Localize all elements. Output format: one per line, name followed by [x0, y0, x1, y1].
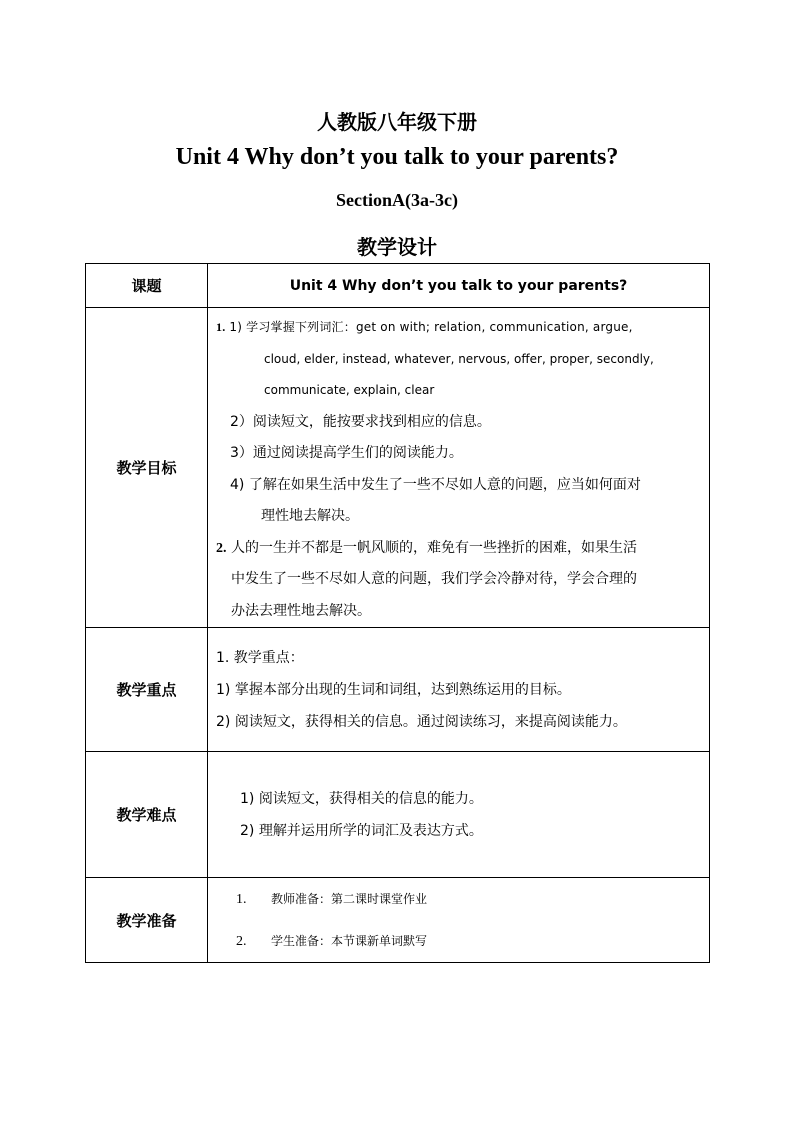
- table-row-topic: [86, 264, 710, 308]
- key-point-1: 1) 掌握本部分出现的生词和词组，达到熟练运用的目标。: [216, 681, 571, 698]
- preparation-item-2-number: 2.: [236, 934, 247, 949]
- objective-1-line-1: [216, 312, 703, 344]
- row-label-key-points: 教学重点: [86, 628, 208, 752]
- vocab-line-1: 1) 学习掌握下列词汇：get on with; relation, communication, argue,: [229, 320, 633, 334]
- objective-2-text-2: 中发生了一些不尽如人意的问题，我们学会冷静对待，学会合理的: [231, 571, 637, 587]
- key-point-2: 2) 阅读短文，获得相关的信息。通过阅读练习，来提高阅读能力。: [216, 713, 627, 730]
- difficulties-content: [208, 752, 710, 878]
- row-label-objectives: 教学目标: [86, 308, 208, 628]
- row-label-difficulties: 教学难点: [86, 752, 208, 878]
- table-row-preparation: [86, 878, 710, 963]
- objective-2-number: 2.: [216, 540, 227, 556]
- table-row-objectives: [86, 308, 710, 628]
- objective-1-number: 1.: [216, 320, 226, 334]
- section-title: SectionA(3a-3c): [336, 190, 458, 210]
- table-row-difficulties: [86, 752, 710, 878]
- key-point-heading: 1. 教学重点：: [216, 649, 304, 666]
- objective-1-sub-2: 2）阅读短文，能按要求找到相应的信息。: [230, 413, 491, 430]
- objectives-content: [208, 308, 710, 628]
- preparation-item-2: [208, 920, 709, 962]
- series-title: 人教版八年级下册: [317, 110, 477, 134]
- difficulty-2: 2) 理解并运用所学的词汇及表达方式。: [240, 822, 483, 839]
- objective-1-sub-4: 4) 了解在如果生活中发生了一些不尽如人意的问题，应当如何面对: [230, 476, 641, 493]
- topic-value: Unit 4 Why don’t you talk to your parents?: [208, 264, 710, 308]
- difficulty-1: 1) 阅读短文，获得相关的信息的能力。: [240, 790, 483, 807]
- row-label-preparation: 教学准备: [86, 878, 208, 963]
- key-points-content: [208, 628, 710, 752]
- preparation-item-2-text: 学生准备：本节课新单词默写: [271, 934, 428, 948]
- objective-2-text-3: 办法去理性地去解决。: [231, 602, 371, 619]
- document-type-title: 教学设计: [357, 235, 437, 259]
- objective-2-text-1: 人的一生并不都是一帆风顺的，难免有一些挫折的困难，如果生活: [226, 539, 637, 556]
- preparation-content: [208, 878, 710, 963]
- objective-1-sub-4-cont: 理性地去解决。: [261, 508, 359, 524]
- table-row-key-points: [86, 628, 710, 752]
- vocab-line-2: cloud, elder, instead, whatever, nervous, offer, proper, secondly,: [264, 351, 654, 366]
- unit-title: Unit 4 Why don’t you talk to your parents?: [175, 144, 619, 170]
- row-label-topic: 课题: [86, 264, 208, 308]
- objective-1-sub-3: 3）通过阅读提高学生们的阅读能力。: [230, 445, 463, 461]
- lesson-plan-table: [85, 263, 710, 963]
- objective-2-line-1: [216, 533, 703, 565]
- preparation-item-1-text: 教师准备：第二课时课堂作业: [271, 892, 428, 906]
- vocab-line-3: communicate, explain, clear: [264, 383, 435, 397]
- preparation-item-1: [208, 878, 709, 920]
- preparation-item-1-number: 1.: [236, 892, 247, 907]
